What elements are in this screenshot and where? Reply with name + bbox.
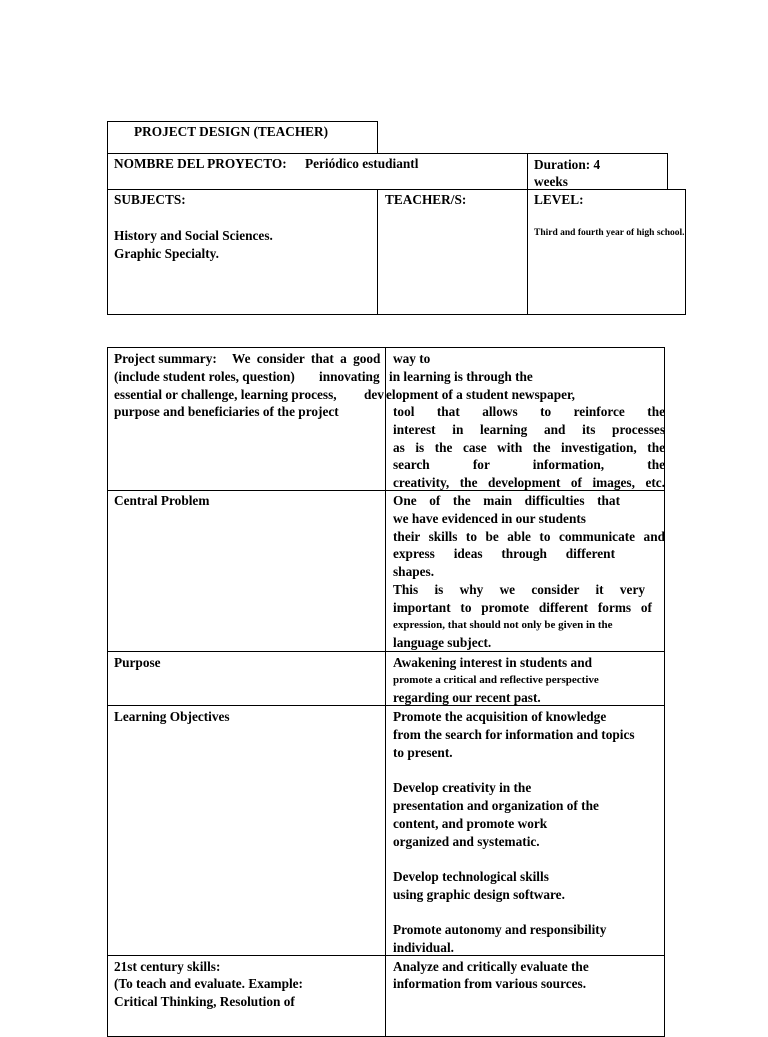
subjects-label: SUBJECTS: bbox=[114, 192, 186, 207]
row-divider bbox=[107, 955, 665, 956]
skills-label: 21st century skills: bbox=[114, 959, 221, 974]
central-problem-value: express ideas through different bbox=[393, 546, 615, 562]
divider bbox=[527, 189, 528, 314]
central-problem-value: This is why we consider it very bbox=[393, 581, 645, 597]
skills-value: information from various sources. bbox=[393, 976, 587, 991]
skills-value: Analyze and critically evaluate the bbox=[393, 959, 589, 974]
purpose-value: Awakening interest in students and bbox=[393, 655, 592, 670]
project-name-value: Periódico estudiantl bbox=[305, 156, 419, 171]
central-problem-value: language subject. bbox=[393, 635, 492, 651]
teachers-label: TEACHER/S: bbox=[385, 192, 467, 207]
summary-label: purpose and beneficiaries of the project bbox=[114, 404, 339, 419]
skills-label: Critical Thinking, Resolution of bbox=[114, 994, 295, 1009]
purpose-value: regarding our recent past. bbox=[393, 690, 541, 705]
project-name-label: NOMBRE DEL PROYECTO: bbox=[114, 156, 287, 171]
skills-label: (To teach and evaluate. Example: bbox=[114, 976, 303, 991]
summary-value: in learning is through the bbox=[389, 369, 533, 384]
central-problem-value: expression, that should not only be given in the bbox=[393, 618, 613, 631]
divider bbox=[527, 153, 528, 189]
central-problem-value-block bbox=[393, 492, 665, 652]
subjects-value: History and Social Sciences. bbox=[114, 228, 273, 243]
central-problem-label: Central Problem bbox=[114, 493, 210, 508]
objective-line: Develop technological skills bbox=[393, 869, 549, 884]
objective-line: presentation and organization of the bbox=[393, 798, 599, 813]
summary-overflow-text: innovating bbox=[319, 369, 380, 384]
summary-label: (include student roles, question) bbox=[114, 369, 295, 384]
summary-value: elopment of a student newspaper, bbox=[386, 387, 575, 402]
row-divider bbox=[107, 705, 665, 706]
subjects-value: Graphic Specialty. bbox=[114, 246, 219, 261]
level-value: Third and fourth year of high school. bbox=[534, 228, 685, 238]
divider bbox=[377, 189, 378, 314]
summary-value-block bbox=[393, 403, 665, 492]
purpose-value: promote a critical and reflective perspective bbox=[393, 674, 599, 686]
summary-value: search for information, the bbox=[393, 457, 665, 473]
summary-label: essential or challenge, learning process, bbox=[114, 387, 337, 402]
objective-line: using graphic design software. bbox=[393, 887, 565, 902]
objective-line: individual. bbox=[393, 940, 454, 955]
central-problem-value: we have evidenced in our students bbox=[393, 510, 586, 526]
summary-value: interest in learning and its processes bbox=[393, 421, 665, 437]
objective-line: Promote autonomy and responsibility bbox=[393, 922, 607, 937]
objective-line: content, and promote work bbox=[393, 816, 548, 831]
objective-line: organized and systematic. bbox=[393, 834, 540, 849]
page-title: PROJECT DESIGN (TEACHER) bbox=[134, 124, 329, 139]
learning-objectives-label: Learning Objectives bbox=[114, 709, 230, 724]
purpose-label: Purpose bbox=[114, 655, 161, 670]
level-label: LEVEL: bbox=[534, 192, 584, 207]
central-problem-value: their skills to be able to communicate and bbox=[393, 528, 665, 544]
column-divider bbox=[385, 347, 386, 1037]
summary-label: Project summary: bbox=[114, 351, 217, 366]
summary-overflow-text: dev bbox=[364, 387, 384, 402]
objective-line: to present. bbox=[393, 745, 453, 760]
central-problem-value: important to promote different forms of bbox=[393, 599, 652, 615]
central-problem-value: shapes. bbox=[393, 564, 435, 580]
objective-line: Develop creativity in the bbox=[393, 780, 532, 795]
summary-overflow-text: We consider that a good bbox=[232, 351, 381, 366]
duration-value: weeks bbox=[534, 174, 568, 189]
objective-line: Promote the acquisition of knowledge bbox=[393, 709, 607, 724]
duration-label: Duration: 4 bbox=[534, 157, 601, 172]
summary-value: way to bbox=[393, 351, 431, 366]
objective-line: from the search for information and topics bbox=[393, 727, 635, 742]
central-problem-value: One of the main difficulties that bbox=[393, 493, 620, 508]
summary-value: tool that allows to reinforce the bbox=[393, 404, 665, 419]
summary-value: creativity, the development of images, etc. bbox=[393, 475, 665, 491]
summary-value: as is the case with the investigation, the bbox=[393, 439, 665, 455]
